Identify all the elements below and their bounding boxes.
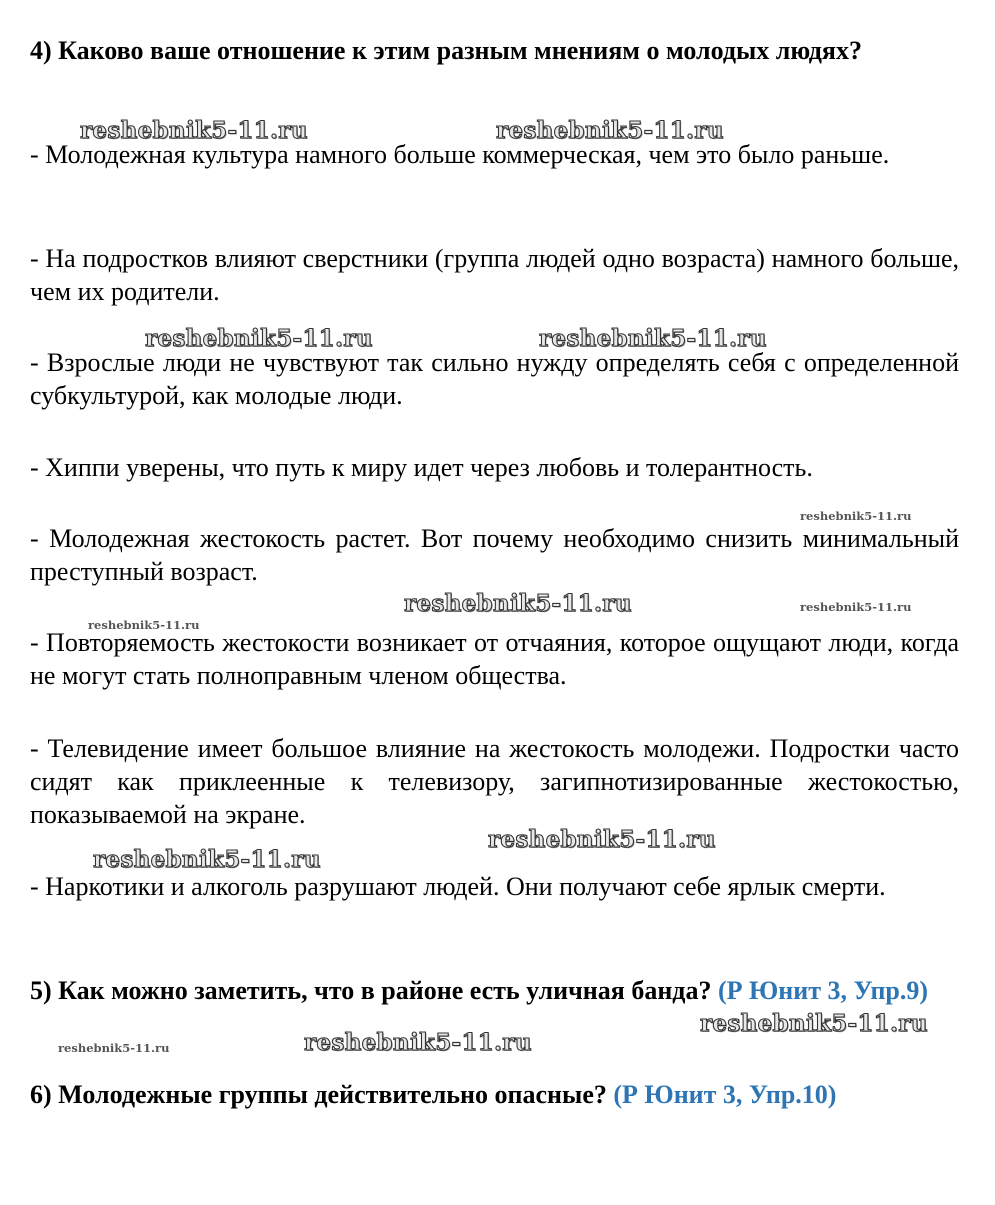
- watermark-logo: reshebnik5-11.ru: [404, 590, 632, 617]
- answer-item-1: - Молодежная культура намного больше коммерческая, чем это было раньше.: [30, 140, 890, 169]
- answer-item-4: - Хиппи уверены, что путь к миру идет через любовь и толерантность.: [30, 453, 813, 482]
- answer-item-8: - Наркотики и алкоголь разрушают людей. Они получают себе ярлык смерти.: [30, 872, 886, 901]
- watermark-logo: reshebnik5-11.ru: [700, 1010, 928, 1037]
- watermark-logo: reshebnik5-11.ru: [488, 826, 716, 853]
- watermark-small: reshebnik5-11.ru: [800, 600, 912, 614]
- answer-item-6: - Повторяемость жестокости возникает от отчаяния, которое ощущают люди, когда не могут стать полноправным членом общества.: [30, 628, 959, 690]
- watermark-logo: reshebnik5-11.ru: [539, 325, 767, 352]
- question-5-text: 5) Как можно заметить, что в районе есть уличная банда?: [30, 976, 718, 1005]
- watermark-small: reshebnik5-11.ru: [800, 509, 912, 523]
- question-4-heading: 4) Каково ваше отношение к этим разным мнениям о молодых людях?: [30, 36, 862, 65]
- question-6-heading: [30, 1078, 959, 1111]
- watermark-small: reshebnik5-11.ru: [58, 1041, 170, 1055]
- watermark-logo: reshebnik5-11.ru: [93, 846, 321, 873]
- watermark-small: reshebnik5-11.ru: [88, 618, 200, 632]
- question-6-text: 6) Молодежные группы действительно опасные?: [30, 1080, 614, 1109]
- answer-item-5: - Молодежная жестокость растет. Вот почему необходимо снизить минимальный преступный возраст.: [30, 524, 959, 586]
- watermark-logo: reshebnik5-11.ru: [80, 117, 308, 144]
- question-5-reference: (Р Юнит 3, Упр.9): [717, 976, 929, 1005]
- answer-item-2: - На подростков влияют сверстники (группа людей одно возраста) намного больше, чем их родители.: [30, 244, 959, 306]
- watermark-logo: reshebnik5-11.ru: [496, 117, 724, 144]
- answer-item-3: - Взрослые люди не чувствуют так сильно нужду определять себя с определенной субкультурой, как молодые люди.: [30, 348, 959, 410]
- question-6-reference: (Р Юнит 3, Упр.10): [613, 1080, 837, 1109]
- watermark-logo: reshebnik5-11.ru: [145, 325, 373, 352]
- question-5-heading: [30, 974, 959, 1007]
- answer-item-7: - Телевидение имеет большое влияние на жестокость молодежи. Подростки часто сидят как приклеенные к телевизору, загипнотизированные жестокостью, показываемой на экране.: [30, 734, 959, 829]
- watermark-logo: reshebnik5-11.ru: [304, 1029, 532, 1056]
